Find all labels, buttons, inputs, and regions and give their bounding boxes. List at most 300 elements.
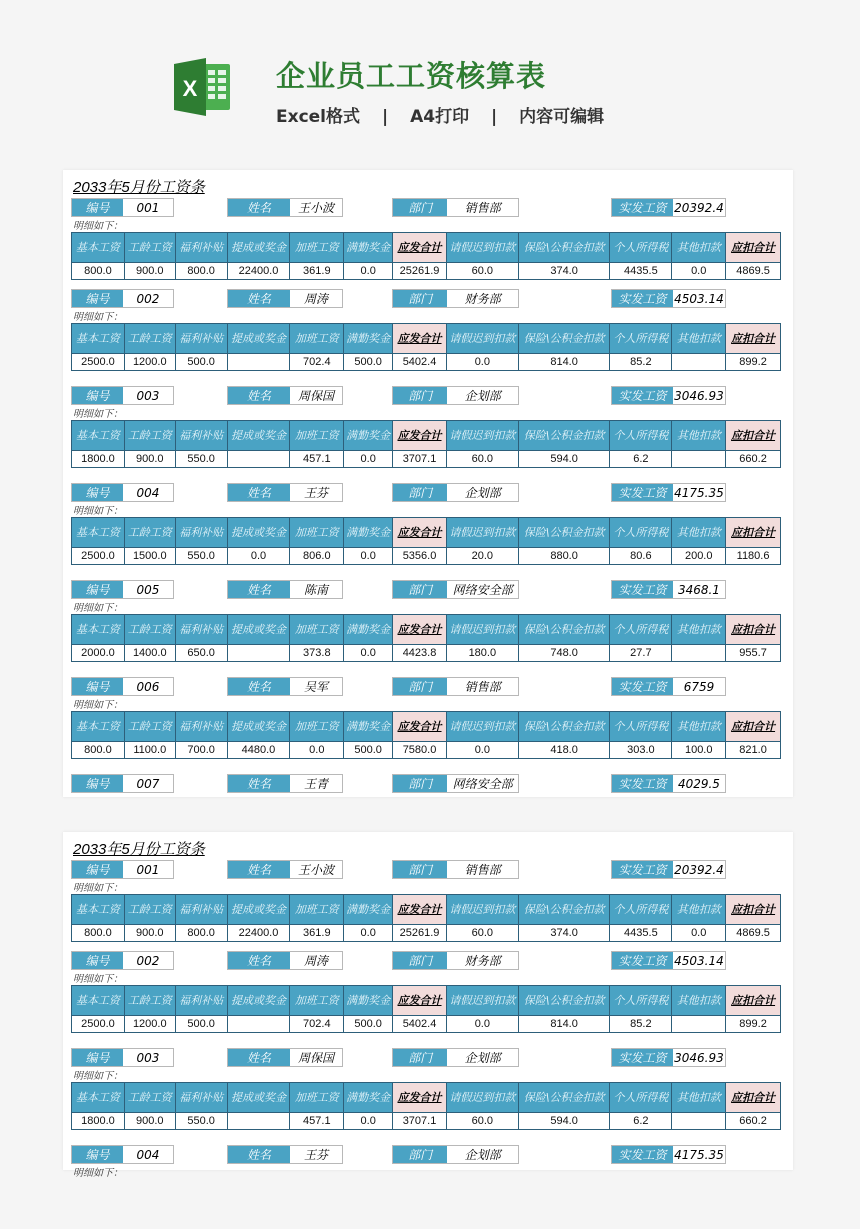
net-pay-field <box>611 1145 726 1164</box>
salary-cell[interactable]: 3707.1 <box>393 1113 447 1129</box>
salary-cell[interactable]: 25261.9 <box>393 925 447 941</box>
column-header: 保险\公积金扣款 <box>519 895 611 924</box>
column-header: 应扣合计 <box>726 518 780 547</box>
salary-table-header <box>72 615 780 644</box>
column-header: 工龄工资 <box>125 986 176 1015</box>
salary-cell[interactable]: 0.0 <box>672 263 726 279</box>
column-header: 提成或奖金 <box>228 895 291 924</box>
employee-name-field-value[interactable]: 周涛 <box>290 952 342 969</box>
salary-cell[interactable]: 800.0 <box>72 263 125 279</box>
column-header: 其他扣款 <box>672 712 726 741</box>
salary-cell[interactable]: 900.0 <box>125 451 176 467</box>
column-header: 应扣合计 <box>726 895 780 924</box>
salary-cell[interactable]: 303.0 <box>610 742 672 758</box>
net-pay-field-label: 实发工资 <box>612 1146 673 1163</box>
excel-logo-icon <box>172 56 234 118</box>
column-header: 加班工资 <box>290 712 344 741</box>
salary-cell[interactable]: 4869.5 <box>726 263 780 279</box>
salary-cell[interactable]: 0.0 <box>447 354 519 370</box>
salary-cell[interactable]: 4435.5 <box>610 263 672 279</box>
salary-cell[interactable]: 5356.0 <box>393 548 447 564</box>
column-header: 提成或奖金 <box>228 518 291 547</box>
salary-table <box>71 614 781 662</box>
feature-editable: 内容可编辑 <box>519 107 605 127</box>
net-pay-field-label: 实发工资 <box>612 952 673 969</box>
salary-cell[interactable]: 594.0 <box>519 1113 611 1129</box>
net-pay-field-value[interactable]: 4503.14 <box>674 291 724 306</box>
employee-id-field-value[interactable]: 006 <box>123 678 173 695</box>
salary-cell[interactable]: 6.2 <box>610 1113 672 1129</box>
column-header: 请假迟到扣款 <box>447 324 519 353</box>
salary-cell[interactable]: 0.0 <box>290 742 344 758</box>
department-field-label: 部门 <box>393 861 447 878</box>
net-pay-field-value[interactable]: 20392.4 <box>674 200 724 215</box>
salary-cell[interactable]: 594.0 <box>519 451 611 467</box>
salary-cell[interactable] <box>228 645 291 661</box>
salary-table <box>71 232 781 280</box>
net-pay-field-value[interactable]: 4175.35 <box>674 1147 724 1162</box>
employee-id-field <box>71 198 174 217</box>
employee-id-field-value[interactable]: 001 <box>123 199 173 216</box>
department-field <box>392 483 519 502</box>
salary-cell[interactable]: 900.0 <box>125 1113 176 1129</box>
salary-cell[interactable]: 6.2 <box>610 451 672 467</box>
net-pay-field <box>611 580 726 599</box>
salary-cell[interactable]: 85.2 <box>610 1016 672 1032</box>
department-field-value[interactable]: 企划部 <box>447 1146 518 1163</box>
net-pay-field <box>611 289 726 308</box>
column-header: 其他扣款 <box>672 895 726 924</box>
column-header: 其他扣款 <box>672 986 726 1015</box>
salary-cell[interactable]: 800.0 <box>72 925 125 941</box>
salary-table-row <box>72 924 780 941</box>
salary-cell[interactable]: 660.2 <box>726 1113 780 1129</box>
details-caption: 明细如下： <box>73 409 123 420</box>
column-header: 满勤奖金 <box>344 615 393 644</box>
column-header: 保险\公积金扣款 <box>519 421 611 450</box>
salary-cell[interactable]: 25261.9 <box>393 263 447 279</box>
employee-name-field-label: 姓名 <box>228 581 290 598</box>
column-header: 应扣合计 <box>726 421 780 450</box>
employee-id-field <box>71 483 174 502</box>
net-pay-field-value[interactable]: 4503.14 <box>674 953 724 968</box>
column-header: 提成或奖金 <box>228 1083 291 1112</box>
payslip-sheet-2 <box>63 832 793 1179</box>
department-field-value[interactable]: 财务部 <box>447 290 518 307</box>
net-pay-field <box>611 386 726 405</box>
employee-name-field-label: 姓名 <box>228 1146 290 1163</box>
net-pay-field-label: 实发工资 <box>612 290 673 307</box>
salary-cell[interactable]: 660.2 <box>726 451 780 467</box>
payslip <box>63 1145 793 1229</box>
department-field-value[interactable]: 企划部 <box>447 387 518 404</box>
salary-cell[interactable]: 650.0 <box>176 645 228 661</box>
column-header: 福利补贴 <box>176 324 228 353</box>
employee-id-field-value[interactable]: 001 <box>123 861 173 878</box>
employee-name-field-label: 姓名 <box>228 678 290 695</box>
salary-cell[interactable]: 900.0 <box>125 925 176 941</box>
salary-cell[interactable]: 500.0 <box>344 742 393 758</box>
net-pay-field <box>611 677 726 696</box>
salary-cell[interactable]: 1400.0 <box>125 645 176 661</box>
salary-cell[interactable]: 0.0 <box>228 548 291 564</box>
net-pay-field-value[interactable]: 4029.5 <box>673 775 725 792</box>
column-header: 基本工资 <box>72 615 125 644</box>
employee-name-field <box>227 677 343 696</box>
sheet-title: 2033年5月份工资条 <box>73 841 205 858</box>
employee-id-field-label: 编号 <box>72 387 123 404</box>
net-pay-field-value[interactable]: 20392.4 <box>674 862 724 877</box>
salary-cell[interactable]: 814.0 <box>519 354 611 370</box>
column-header: 保险\公积金扣款 <box>519 615 611 644</box>
employee-name-field-label: 姓名 <box>228 290 290 307</box>
employee-name-field-value[interactable]: 王青 <box>290 775 342 792</box>
salary-cell[interactable]: 900.0 <box>125 263 176 279</box>
salary-table-header <box>72 421 780 450</box>
salary-cell[interactable] <box>672 1016 726 1032</box>
department-field-value[interactable]: 销售部 <box>447 678 518 695</box>
employee-id-field <box>71 580 174 599</box>
column-header: 应发合计 <box>393 324 447 353</box>
salary-cell[interactable]: 748.0 <box>519 645 611 661</box>
employee-name-field-value[interactable]: 王芬 <box>290 484 342 501</box>
department-field-label: 部门 <box>393 775 447 792</box>
salary-cell[interactable]: 0.0 <box>344 925 393 941</box>
salary-cell[interactable]: 374.0 <box>519 925 611 941</box>
salary-cell[interactable]: 22400.0 <box>228 925 291 941</box>
salary-cell[interactable]: 955.7 <box>726 645 780 661</box>
salary-cell[interactable]: 800.0 <box>176 925 228 941</box>
employee-name-field <box>227 860 343 879</box>
employee-id-field-value[interactable]: 005 <box>123 581 173 598</box>
salary-cell[interactable]: 702.4 <box>290 354 344 370</box>
column-header: 其他扣款 <box>672 518 726 547</box>
column-header: 提成或奖金 <box>228 233 291 262</box>
employee-id-field <box>71 677 174 696</box>
employee-name-field-label: 姓名 <box>228 1049 290 1066</box>
salary-cell[interactable]: 0.0 <box>447 1016 519 1032</box>
salary-table <box>71 711 781 759</box>
net-pay-field-value[interactable]: 3046.93 <box>674 1050 724 1065</box>
salary-cell[interactable] <box>228 451 291 467</box>
column-header: 保险\公积金扣款 <box>519 233 611 262</box>
employee-id-field-value[interactable]: 002 <box>123 290 173 307</box>
column-header: 福利补贴 <box>176 1083 228 1112</box>
column-header: 请假迟到扣款 <box>447 233 519 262</box>
salary-cell[interactable]: 2500.0 <box>72 1016 125 1032</box>
net-pay-field-value[interactable]: 3046.93 <box>674 388 724 403</box>
employee-id-field-value[interactable]: 007 <box>123 775 173 792</box>
net-pay-field-label: 实发工资 <box>612 775 673 792</box>
net-pay-field-label: 实发工资 <box>612 199 673 216</box>
column-header: 福利补贴 <box>176 233 228 262</box>
employee-name-field-label: 姓名 <box>228 952 290 969</box>
employee-name-field <box>227 1048 343 1067</box>
salary-cell[interactable]: 60.0 <box>447 925 519 941</box>
employee-id-field <box>71 951 174 970</box>
salary-cell[interactable]: 361.9 <box>290 925 344 941</box>
details-caption: 明细如下： <box>73 603 123 614</box>
salary-cell[interactable]: 0.0 <box>447 742 519 758</box>
salary-cell[interactable]: 800.0 <box>176 263 228 279</box>
salary-table-row <box>72 741 780 758</box>
salary-cell[interactable]: 550.0 <box>176 548 228 564</box>
employee-name-field-value[interactable]: 吴军 <box>290 678 342 695</box>
salary-cell[interactable]: 0.0 <box>344 1113 393 1129</box>
salary-cell[interactable]: 0.0 <box>672 925 726 941</box>
column-header: 基本工资 <box>72 421 125 450</box>
salary-cell[interactable]: 702.4 <box>290 1016 344 1032</box>
column-header: 个人所得税 <box>610 986 672 1015</box>
salary-cell[interactable] <box>672 354 726 370</box>
salary-cell[interactable]: 550.0 <box>176 451 228 467</box>
salary-cell[interactable]: 1200.0 <box>125 354 176 370</box>
employee-name-field-value[interactable]: 陈南 <box>290 581 342 598</box>
salary-table-row <box>72 262 780 279</box>
column-header: 满勤奖金 <box>344 518 393 547</box>
salary-table-row <box>72 1015 780 1032</box>
column-header: 保险\公积金扣款 <box>519 324 611 353</box>
salary-cell[interactable]: 1800.0 <box>72 1113 125 1129</box>
column-header: 工龄工资 <box>125 324 176 353</box>
department-field-value[interactable]: 网络安全部 <box>447 775 518 792</box>
page-title: 企业员工工资核算表 <box>276 59 547 93</box>
employee-name-field-label: 姓名 <box>228 861 290 878</box>
employee-id-field-label: 编号 <box>72 581 123 598</box>
salary-cell[interactable]: 1200.0 <box>125 1016 176 1032</box>
salary-cell[interactable]: 80.6 <box>610 548 672 564</box>
employee-id-field-value[interactable]: 003 <box>123 387 173 404</box>
net-pay-field-label: 实发工资 <box>612 861 673 878</box>
column-header: 基本工资 <box>72 1083 125 1112</box>
salary-cell[interactable]: 0.0 <box>344 451 393 467</box>
column-header: 基本工资 <box>72 518 125 547</box>
salary-cell[interactable]: 100.0 <box>672 742 726 758</box>
department-field-label: 部门 <box>393 1049 447 1066</box>
salary-cell[interactable]: 60.0 <box>447 1113 519 1129</box>
salary-cell[interactable]: 1100.0 <box>125 742 176 758</box>
salary-table <box>71 323 781 371</box>
column-header: 加班工资 <box>290 986 344 1015</box>
column-header: 个人所得税 <box>610 1083 672 1112</box>
employee-id-field <box>71 774 174 793</box>
salary-table-row <box>72 547 780 564</box>
column-header: 应发合计 <box>393 615 447 644</box>
column-header: 满勤奖金 <box>344 712 393 741</box>
salary-cell[interactable]: 880.0 <box>519 548 611 564</box>
column-header: 其他扣款 <box>672 233 726 262</box>
salary-cell[interactable]: 457.1 <box>290 1113 344 1129</box>
salary-cell[interactable]: 0.0 <box>344 263 393 279</box>
salary-cell[interactable]: 2000.0 <box>72 645 125 661</box>
department-field <box>392 860 519 879</box>
employee-name-field <box>227 289 343 308</box>
net-pay-field-value[interactable]: 6759 <box>673 678 725 695</box>
salary-cell[interactable]: 60.0 <box>447 263 519 279</box>
net-pay-field-label: 实发工资 <box>612 387 673 404</box>
salary-cell[interactable]: 899.2 <box>726 1016 780 1032</box>
feature-separator: | <box>491 107 498 127</box>
salary-cell[interactable]: 7580.0 <box>393 742 447 758</box>
employee-name-field-value[interactable]: 周保国 <box>290 1049 342 1066</box>
column-header: 基本工资 <box>72 986 125 1015</box>
employee-name-field <box>227 951 343 970</box>
employee-id-field-label: 编号 <box>72 775 123 792</box>
column-header: 加班工资 <box>290 324 344 353</box>
column-header: 加班工资 <box>290 1083 344 1112</box>
salary-cell[interactable]: 361.9 <box>290 263 344 279</box>
column-header: 个人所得税 <box>610 518 672 547</box>
salary-cell[interactable]: 85.2 <box>610 354 672 370</box>
department-field <box>392 289 519 308</box>
salary-cell[interactable]: 373.8 <box>290 645 344 661</box>
salary-cell[interactable] <box>672 451 726 467</box>
details-caption: 明细如下： <box>73 883 123 894</box>
department-field-value[interactable]: 销售部 <box>447 861 518 878</box>
column-header: 请假迟到扣款 <box>447 421 519 450</box>
salary-cell[interactable]: 899.2 <box>726 354 780 370</box>
department-field-label: 部门 <box>393 290 447 307</box>
column-header: 应发合计 <box>393 1083 447 1112</box>
column-header: 加班工资 <box>290 421 344 450</box>
salary-cell[interactable]: 4423.8 <box>393 645 447 661</box>
employee-name-field-value[interactable]: 王小波 <box>290 861 342 878</box>
salary-cell[interactable]: 3707.1 <box>393 451 447 467</box>
employee-id-field-value[interactable]: 002 <box>123 952 173 969</box>
department-field-label: 部门 <box>393 387 447 404</box>
salary-cell[interactable]: 457.1 <box>290 451 344 467</box>
salary-cell[interactable]: 27.7 <box>610 645 672 661</box>
salary-cell[interactable]: 5402.4 <box>393 1016 447 1032</box>
department-field-value[interactable]: 企划部 <box>447 1049 518 1066</box>
department-field-label: 部门 <box>393 678 447 695</box>
column-header: 个人所得税 <box>610 615 672 644</box>
department-field-value[interactable]: 网络安全部 <box>447 581 518 598</box>
salary-cell[interactable]: 1800.0 <box>72 451 125 467</box>
salary-cell[interactable]: 418.0 <box>519 742 611 758</box>
employee-id-field-value[interactable]: 003 <box>123 1049 173 1066</box>
salary-cell[interactable] <box>228 1016 291 1032</box>
net-pay-field <box>611 774 726 793</box>
column-header: 提成或奖金 <box>228 986 291 1015</box>
payslip <box>63 677 793 761</box>
employee-name-field <box>227 580 343 599</box>
salary-cell[interactable]: 200.0 <box>672 548 726 564</box>
salary-cell[interactable]: 800.0 <box>72 742 125 758</box>
salary-cell[interactable] <box>228 1113 291 1129</box>
salary-cell[interactable]: 4480.0 <box>228 742 291 758</box>
salary-cell[interactable] <box>228 354 291 370</box>
salary-cell[interactable]: 20.0 <box>447 548 519 564</box>
department-field-value[interactable]: 企划部 <box>447 484 518 501</box>
column-header: 基本工资 <box>72 324 125 353</box>
salary-cell[interactable]: 0.0 <box>344 645 393 661</box>
column-header: 工龄工资 <box>125 421 176 450</box>
column-header: 提成或奖金 <box>228 615 291 644</box>
svg-text:X: X <box>182 76 198 101</box>
salary-cell[interactable]: 2500.0 <box>72 354 125 370</box>
employee-name-field-value[interactable]: 周保国 <box>290 387 342 404</box>
salary-cell[interactable]: 500.0 <box>176 354 228 370</box>
salary-cell[interactable]: 814.0 <box>519 1016 611 1032</box>
salary-table <box>71 420 781 468</box>
department-field-label: 部门 <box>393 199 447 216</box>
net-pay-field <box>611 860 726 879</box>
employee-name-field-value[interactable]: 王小波 <box>290 199 342 216</box>
column-header: 福利补贴 <box>176 421 228 450</box>
column-header: 福利补贴 <box>176 615 228 644</box>
salary-table-row <box>72 644 780 661</box>
salary-cell[interactable]: 5402.4 <box>393 354 447 370</box>
salary-cell[interactable]: 1500.0 <box>125 548 176 564</box>
salary-table <box>71 517 781 565</box>
employee-name-field-value[interactable]: 周涛 <box>290 290 342 307</box>
salary-cell[interactable]: 60.0 <box>447 451 519 467</box>
employee-id-field-value[interactable]: 004 <box>123 1146 173 1163</box>
column-header: 个人所得税 <box>610 421 672 450</box>
net-pay-field <box>611 1048 726 1067</box>
salary-cell[interactable]: 821.0 <box>726 742 780 758</box>
column-header: 满勤奖金 <box>344 324 393 353</box>
column-header: 应发合计 <box>393 712 447 741</box>
column-header: 其他扣款 <box>672 615 726 644</box>
column-header: 福利补贴 <box>176 986 228 1015</box>
salary-cell[interactable]: 1180.6 <box>726 548 780 564</box>
salary-cell[interactable]: 500.0 <box>176 1016 228 1032</box>
salary-cell[interactable]: 22400.0 <box>228 263 291 279</box>
department-field <box>392 580 519 599</box>
salary-cell[interactable]: 0.0 <box>344 548 393 564</box>
salary-cell[interactable]: 500.0 <box>344 354 393 370</box>
salary-cell[interactable]: 374.0 <box>519 263 611 279</box>
employee-name-field <box>227 386 343 405</box>
column-header: 福利补贴 <box>176 712 228 741</box>
salary-cell[interactable]: 180.0 <box>447 645 519 661</box>
salary-cell[interactable]: 806.0 <box>290 548 344 564</box>
feature-print: A4打印 <box>410 107 470 127</box>
department-field-value[interactable]: 财务部 <box>447 952 518 969</box>
feature-list <box>276 102 618 127</box>
employee-name-field-label: 姓名 <box>228 484 290 501</box>
salary-cell[interactable]: 550.0 <box>176 1113 228 1129</box>
salary-cell[interactable] <box>672 645 726 661</box>
employee-id-field-value[interactable]: 004 <box>123 484 173 501</box>
column-header: 加班工资 <box>290 233 344 262</box>
net-pay-field-label: 实发工资 <box>612 678 673 695</box>
employee-id-field-label: 编号 <box>72 199 123 216</box>
column-header: 请假迟到扣款 <box>447 1083 519 1112</box>
column-header: 基本工资 <box>72 712 125 741</box>
department-field-label: 部门 <box>393 484 447 501</box>
salary-cell[interactable] <box>672 1113 726 1129</box>
salary-cell[interactable]: 4435.5 <box>610 925 672 941</box>
details-caption: 明细如下： <box>73 1071 123 1082</box>
salary-cell[interactable]: 700.0 <box>176 742 228 758</box>
salary-cell[interactable]: 4869.5 <box>726 925 780 941</box>
net-pay-field-value[interactable]: 3468.1 <box>673 581 725 598</box>
feature-format: Excel格式 <box>276 107 361 127</box>
column-header: 满勤奖金 <box>344 1083 393 1112</box>
department-field <box>392 677 519 696</box>
net-pay-field-value[interactable]: 4175.35 <box>674 485 724 500</box>
employee-name-field-value[interactable]: 王芬 <box>290 1146 342 1163</box>
salary-cell[interactable]: 2500.0 <box>72 548 125 564</box>
employee-id-field-label: 编号 <box>72 484 123 501</box>
column-header: 工龄工资 <box>125 895 176 924</box>
salary-cell[interactable]: 500.0 <box>344 1016 393 1032</box>
salary-table-header <box>72 324 780 353</box>
department-field-value[interactable]: 销售部 <box>447 199 518 216</box>
